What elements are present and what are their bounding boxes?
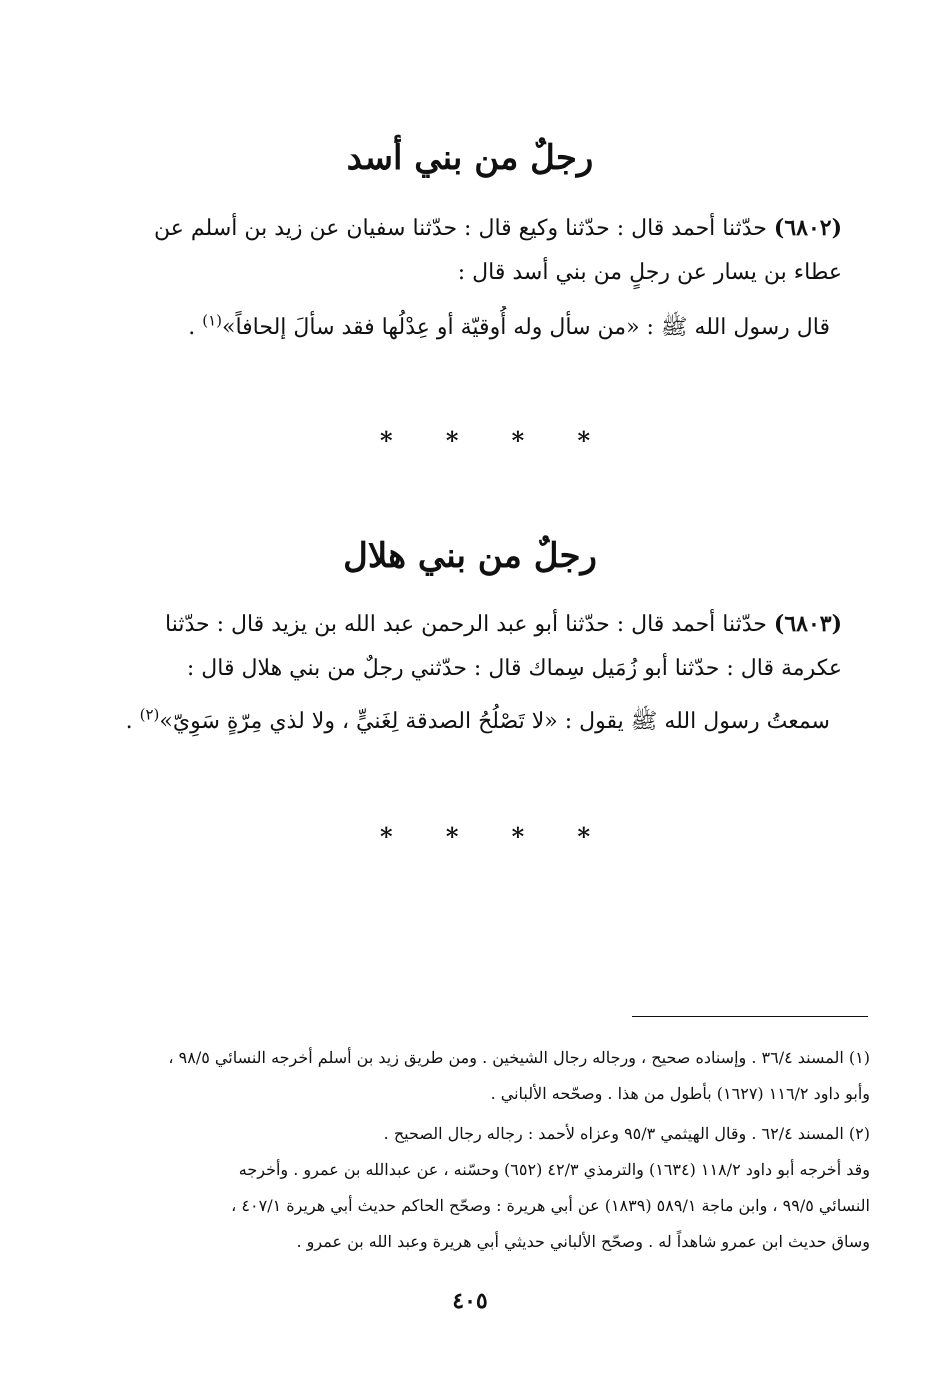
footnote-2-line-2: وقد أخرجه أبو داود ١١٨/٢ (١٦٣٤) والترمذي ٤٢/٣ (٦٥٢) وحسّنه ، عن عبدالله بن عمرو . وأخرجه bbox=[238, 1160, 870, 1179]
quote-text: «من سأل وله أُوقيّة أو عِدْلُها فقد سألَ إلحافاً» bbox=[221, 315, 640, 340]
chain-line-1 bbox=[72, 602, 842, 647]
chain-line-2: عطاء بن يسار عن رجلٍ من بني أسد قال : bbox=[457, 260, 842, 285]
quote-text: «لا تَصْلُحُ الصدقة لِغَنيٍّ ، ولا لذي مِرّةٍ سَوِيّ» bbox=[159, 709, 558, 734]
separator-stars-2 bbox=[380, 822, 590, 852]
hadith-6803-chain bbox=[72, 602, 842, 691]
hadith-number: (٦٨٠٣) bbox=[773, 611, 842, 637]
footnote-divider bbox=[632, 1016, 868, 1017]
section-heading-bani-asad: رجلٌ من بني أسد bbox=[346, 138, 594, 178]
quote-lead: سمعتُ رسول الله ﷺ يقول : bbox=[564, 709, 830, 734]
hadith-6802-chain bbox=[72, 206, 842, 295]
footnote-1-line-1: (١) المسند ٣٦/٤ . وإسناده صحيح ، ورجاله رجال الشيخين . ومن طريق زيد بن أسلم أخرجه النسائي ٩٨/٥ ، bbox=[168, 1048, 870, 1067]
footnote-mark-2[interactable]: (٢) bbox=[139, 705, 160, 724]
star: * bbox=[577, 822, 590, 851]
separator-stars-1 bbox=[380, 426, 590, 456]
star: * bbox=[511, 822, 525, 851]
footnote-2-line-4: وساق حديث ابن عمرو شاهداً له . وصحّح الألباني حديثي أبي هريرة وعبد الله بن عمرو . bbox=[296, 1232, 870, 1251]
footnote-2-line-1: (٢) المسند ٦٢/٤ . وقال الهيثمي ٩٥/٣ وعزاه لأحمد : رجاله رجال الصحيح . bbox=[383, 1124, 870, 1143]
star: * bbox=[380, 822, 393, 851]
page-number: ٤٠٥ bbox=[452, 1288, 488, 1314]
star: * bbox=[380, 426, 393, 455]
star: * bbox=[511, 426, 525, 455]
hadith-number: (٦٨٠٢) bbox=[773, 215, 842, 241]
hadith-6802-text bbox=[70, 306, 830, 350]
end-mark: . bbox=[188, 315, 196, 340]
footnote-2-line-3: النسائي ٩٩/٥ ، وابن ماجة ٥٨٩/١ (١٨٣٩) عن أبي هريرة : وصحّح الحاكم حديث أبي هريرة ٤٠٧/١ ، bbox=[231, 1196, 870, 1215]
section-heading-bani-hilal: رجلٌ من بني هلال bbox=[343, 536, 597, 576]
chain-line-2: عكرمة قال : حدّثنا أبو زُمَيل سِماك قال : حدّثني رجلٌ من بني هلال قال : bbox=[186, 656, 842, 681]
footnote-mark-1[interactable]: (١) bbox=[202, 311, 222, 330]
hadith-6803-text bbox=[70, 700, 830, 744]
star: * bbox=[445, 822, 459, 851]
footnote-1-line-2: وأبو داود ١١٦/٢ (١٦٢٧) بأطول من هذا . وصحّحه الألباني . bbox=[490, 1084, 870, 1103]
end-mark: . bbox=[125, 709, 133, 734]
star: * bbox=[577, 426, 590, 455]
chain-text: حدّثنا أحمد قال : حدّثنا أبو عبد الرحمن عبد الله بن يزيد قال : حدّثنا bbox=[164, 612, 767, 637]
chain-line-1 bbox=[72, 206, 842, 251]
quote-lead: قال رسول الله ﷺ : bbox=[646, 315, 830, 340]
chain-text: حدّثنا أحمد قال : حدّثنا وكيع قال : حدّثنا سفيان عن زيد بن أسلم عن bbox=[154, 216, 767, 241]
star: * bbox=[445, 426, 459, 455]
